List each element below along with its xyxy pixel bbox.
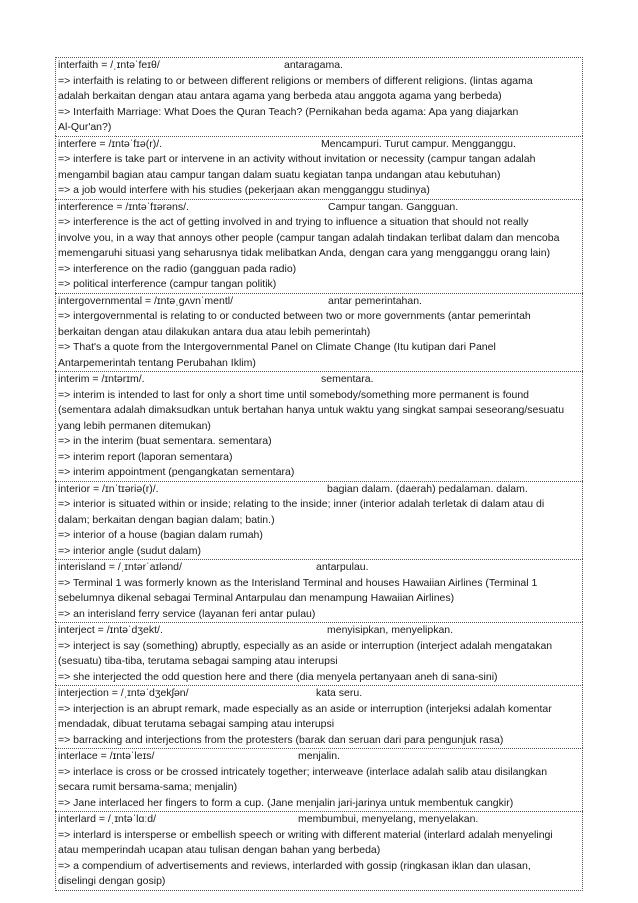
entry-term: interlard = /ˌɪntəˈlɑːd/ xyxy=(58,813,156,825)
entry-gloss: sementara. xyxy=(321,373,374,385)
entry-line: => interlard is intersperse or embellish speech or writing with different material (interlard adalah menyelingi xyxy=(58,828,553,841)
entry-term: interisland = /ˌɪntərˈaɪlənd/ xyxy=(58,561,182,573)
entry-term: interference = /ɪntəˈfɪərəns/. xyxy=(58,200,189,213)
entry-gloss: Campur tangan. Gangguan. xyxy=(328,200,459,213)
entry-line: mengambil bagian atau campur tangan dalam suatu kegiatan tanpa undangan atau kebutuhan) xyxy=(58,168,501,181)
entry-line: secara rumit bersama-sama; menjalin) xyxy=(58,781,238,793)
entry-line: adalah berkaitan dengan atau antara agama yang berbeda atau anggota agama yang berbeda) xyxy=(58,90,502,102)
entry-line: diselingi dengan gosip) xyxy=(58,875,166,887)
entry-line: mendadak, dibuat terutama sebagai samping atau interupsi xyxy=(58,718,335,730)
entry-line: => interim report (laporan sementara) xyxy=(58,450,233,463)
entry-line: memengaruhi situasi yang seharusnya tidak melibatkan Anda, dengan cara yang mengganggu orang lain) xyxy=(58,247,551,259)
entry-gloss: membumbui, menyelang, menyelakan. xyxy=(298,813,479,825)
entry-interior xyxy=(55,481,583,560)
entry-line: => interior is situated within or inside; relating to the inside; inner (interior adalah terletak di dalam atau di xyxy=(58,498,545,510)
entry-intergovernmental xyxy=(55,293,583,372)
entry-line: dalam; berkaitan dengan bagian dalam; batin.) xyxy=(58,513,275,526)
entry-line: Al-Qur'an?) xyxy=(58,121,112,133)
entry-term: interject = /ɪntəˈdʒekt/. xyxy=(58,624,163,636)
entry-interjection xyxy=(55,685,583,748)
entry-gloss: menyisipkan, menyelipkan. xyxy=(327,624,454,636)
entry-line: => interim appointment (pengangkatan sementara) xyxy=(58,466,295,478)
entry-term: intergovernmental = /ɪntəˌɡʌvnˈmentl/ xyxy=(58,294,234,307)
entry-line: (sesuatu) tiba-tiba, terutama sebagai samping atau interupsi xyxy=(58,655,338,667)
entry-line: => interior of a house (bagian dalam rumah) xyxy=(58,529,263,541)
entry-term: interlace = /ɪntəˈleɪs/ xyxy=(58,750,155,762)
entry-line: => barracking and interjections from the protesters (barak dan seruan dari para pengunjuk rasa) xyxy=(58,733,504,746)
entry-line: => a compendium of advertisements and reviews, interlarded with gossip (ringkasan iklan dan ulasan, xyxy=(58,859,531,872)
entry-gloss: antaragama. xyxy=(284,59,343,71)
entry-line: berkaitan dengan atau dilakukan antara dua atau lebih pemerintah) xyxy=(58,325,371,338)
entry-line: => interim is intended to last for only a short time until somebody/something more permanent is found xyxy=(58,388,529,401)
entry-term: interim = /ɪntərɪm/. xyxy=(58,373,145,385)
entry-line: Antarpemerintah tentang Perubahan Iklim) xyxy=(58,356,256,369)
entry-line: => interference is the act of getting involved in and trying to influence a situation that should not really xyxy=(58,216,529,228)
entry-line: => interfere is take part or intervene in an activity without invitation or necessity (campur tangan adalah xyxy=(58,153,536,165)
entry-line: => intergovernmental is relating to or conducted between two or more governments (antar pemerintah xyxy=(58,310,531,322)
entry-line: => Terminal 1 was formerly known as the Interisland Terminal and houses Hawaiian Airlines (Terminal 1 xyxy=(58,576,538,589)
dictionary-list xyxy=(55,57,583,891)
entry-gloss: antarpulau. xyxy=(316,561,369,573)
entry-interisland xyxy=(55,559,583,622)
entry-line: (sementara adalah dimaksudkan untuk bertahan hanya untuk waktu yang singkat sampai seseorang/sesuatu xyxy=(58,404,565,416)
entry-line: => political interference (campur tangan politik) xyxy=(58,278,277,290)
entry-line: => she interjected the odd question here and there (dia menyela pertanyaan aneh di sana-sini) xyxy=(58,670,498,683)
entry-interference xyxy=(55,199,583,293)
entry-line: sebelumnya dikenal sebagai Terminal Antarpulau dan menampung Hawaiian Airlines) xyxy=(58,592,455,604)
entry-line: yang lebih permanen ditemukan) xyxy=(58,419,211,432)
entry-term: interjection = /ˌɪntəˈdʒekʃən/ xyxy=(58,687,189,699)
entry-line: => That's a quote from the Intergovernmental Panel on Climate Change (Itu kutipan dari Panel xyxy=(58,341,496,353)
entry-line: => interjection is an abrupt remark, made especially as an aside or interruption (interjeksi adalah komentar xyxy=(58,702,552,715)
entry-line: => Jane interlaced her fingers to form a cup. (Jane menjalin jari-jarinya untuk membentuk cangkir) xyxy=(58,796,514,809)
entry-line: => an interisland ferry service (layanan feri antar pulau) xyxy=(58,607,316,620)
entry-gloss: bagian dalam. (daerah) pedalaman. dalam. xyxy=(327,482,528,495)
entry-interlace xyxy=(55,748,583,811)
entry-gloss: Mencampuri. Turut campur. Mengganggu. xyxy=(321,137,516,150)
entry-gloss: kata seru. xyxy=(316,687,363,699)
entry-line: => interject is say (something) abruptly, especially as an aside or interruption (interject adalah mengatakan xyxy=(58,639,553,652)
entry-term: interfere = /ɪntəˈfɪə(r)/. xyxy=(58,137,163,150)
entry-term: interfaith = /ˌɪntəˈfeɪθ/ xyxy=(58,59,160,71)
entry-line: => interference on the radio (gangguan pada radio) xyxy=(58,262,297,275)
entry-gloss: antar pemerintahan. xyxy=(328,294,422,307)
entry-interfaith xyxy=(55,57,583,136)
entry-interject xyxy=(55,622,583,685)
entry-line: => in the interim (buat sementara. sementara) xyxy=(58,435,272,447)
entry-term: interior = /ɪnˈtɪəriə(r)/. xyxy=(58,482,159,495)
entry-line: => Interfaith Marriage: What Does the Quran Teach? (Pernikahan beda agama: Apa yang diajarkan xyxy=(58,105,519,118)
entry-line: involve you, in a way that annoys other people (campur tangan adalah tindakan terlibat dalam dan mencoba xyxy=(58,231,560,244)
entry-interlard xyxy=(55,811,583,891)
entry-gloss: menjalin. xyxy=(298,750,341,762)
entry-interim xyxy=(55,371,583,481)
entry-line: => interlace is cross or be crossed intricately together; interweave (interlace adalah salib atau disilangkan xyxy=(58,765,548,778)
entry-line: => interior angle (sudut dalam) xyxy=(58,544,201,557)
entry-line: atau memperindah ucapan atau tulisan dengan bahan yang berbeda) xyxy=(58,844,381,856)
entry-line: => a job would interfere with his studies (pekerjaan akan mengganggu studinya) xyxy=(58,184,430,196)
entry-line: => interfaith is relating to or between different religions or members of different religions. (lintas agama xyxy=(58,74,533,87)
entry-interfere xyxy=(55,136,583,199)
